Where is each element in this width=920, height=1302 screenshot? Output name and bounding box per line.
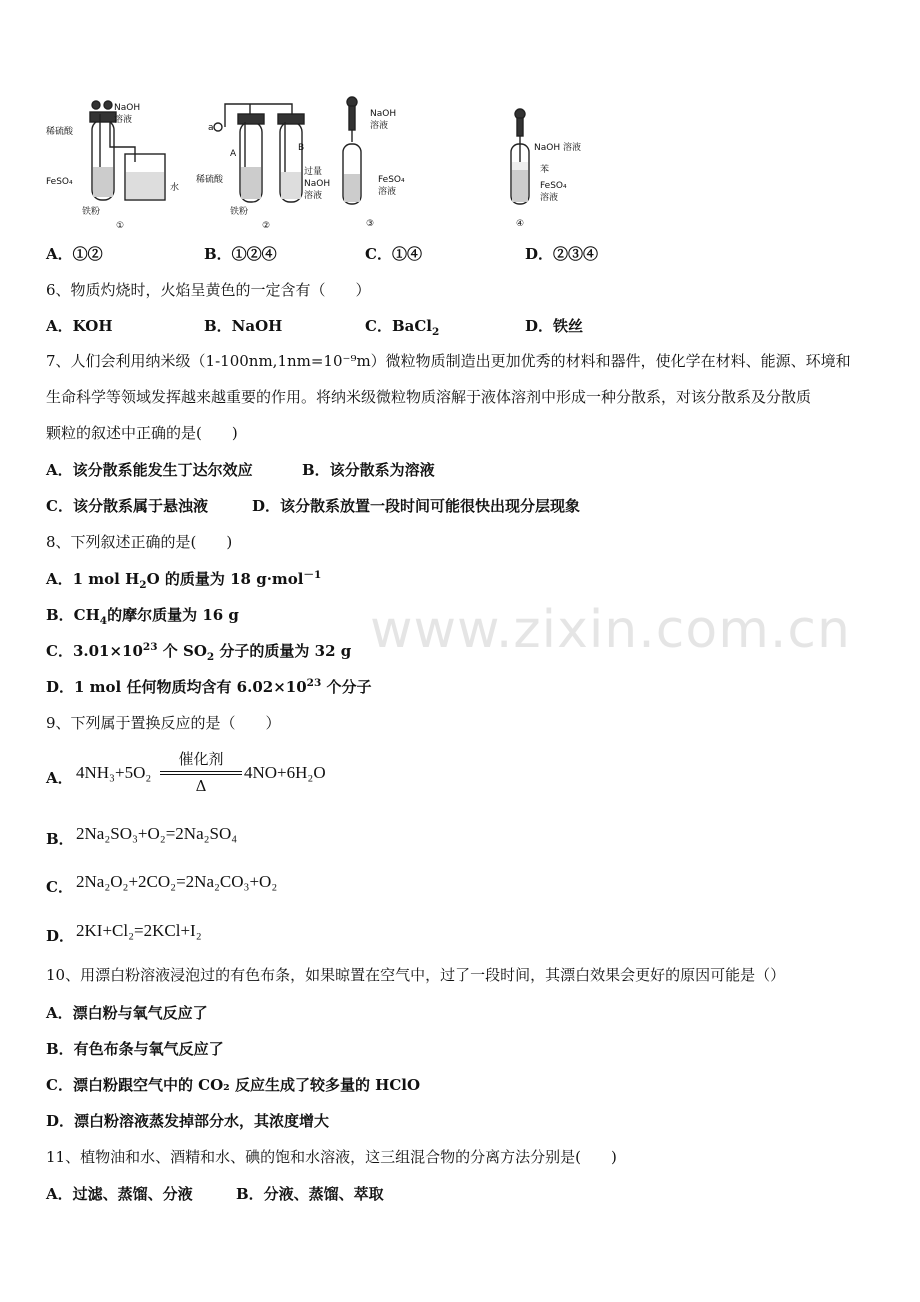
svg-text:B: B — [298, 143, 305, 153]
q5-option-d[interactable]: D．②③④ — [525, 245, 599, 263]
q6-stem: 6、物质灼烧时，火焰呈黄色的一定含有（ ） — [46, 281, 371, 299]
q11-option-a[interactable]: A．过滤、蒸馏、分液 — [46, 1185, 193, 1203]
svg-text:稀硫酸: 稀硫酸 — [46, 127, 74, 137]
svg-text:NaOH 溶液: NaOH 溶液 — [534, 143, 581, 153]
svg-text:苯: 苯 — [540, 165, 550, 175]
svg-text:溶液: 溶液 — [540, 193, 559, 203]
q8-c-pre: C．3.01×10 — [46, 642, 143, 660]
q8-c-sup: 23 — [142, 641, 158, 653]
q9-c-equation: 2Na₂O₂+2CO₂=2Na₂CO₃+O₂ — [76, 872, 278, 891]
q5-option-c[interactable]: C．①④ — [365, 245, 422, 263]
q7-option-d[interactable]: D．该分散系放置一段时间可能很快出现分层现象 — [252, 497, 581, 515]
svg-text:水: 水 — [170, 183, 180, 193]
q6-c-sub: 2 — [431, 326, 440, 338]
apparatus-figure — [40, 92, 600, 232]
q8-c-post: 分子的质量为 32 g — [214, 642, 352, 660]
q7-stem-line2: 生命科学等领域发挥越来越重要的作用。将纳米级微粒物质溶解于液体溶剂中形成一种分散系，对该分散系及分散质 — [46, 388, 812, 406]
q9-a-heat: Δ — [195, 777, 207, 795]
q9-stem: 9、下列属于置换反应的是（ ） — [46, 714, 281, 732]
svg-text:FeSO₄: FeSO₄ — [540, 181, 567, 191]
q6-option-b[interactable]: B．NaOH — [204, 317, 283, 335]
q9-b-equation: 2Na₂SO₃+O₂=2Na₂SO₄ — [76, 824, 238, 843]
svg-text:A: A — [230, 149, 237, 159]
svg-text:④: ④ — [516, 219, 525, 229]
q9-a-reactants: 4NH₃+5O₂ — [76, 763, 152, 782]
q10-option-d[interactable]: D．漂白粉溶液蒸发掉部分水，其浓度增大 — [46, 1112, 330, 1130]
svg-text:过量: 过量 — [304, 167, 323, 177]
q10-option-a[interactable]: A．漂白粉与氧气反应了 — [46, 1004, 208, 1022]
q8-option-a[interactable] — [46, 567, 321, 591]
q5-option-b[interactable]: B．①②④ — [204, 245, 277, 263]
q7-option-c[interactable]: C．该分散系属于悬浊液 — [46, 497, 208, 515]
q9-a-equals-line1 — [160, 771, 242, 772]
q7-stem-line3: 颗粒的叙述中正确的是( ) — [46, 424, 238, 442]
q9-option-c-label[interactable]: C． — [46, 878, 73, 896]
q6-option-c[interactable] — [365, 315, 439, 338]
svg-text:铁粉: 铁粉 — [82, 207, 101, 217]
svg-text:溶液: 溶液 — [114, 115, 133, 125]
svg-text:NaOH: NaOH — [370, 109, 397, 119]
svg-text:铁粉: 铁粉 — [230, 207, 249, 217]
q8-d-sup: 23 — [306, 677, 322, 689]
q8-d-pre: D．1 mol 任何物质均含有 6.02×10 — [46, 678, 307, 696]
q10-option-c[interactable]: C．漂白粉跟空气中的 CO₂ 反应生成了较多量的 HClO — [46, 1076, 421, 1094]
q11-option-b[interactable]: B．分液、蒸馏、萃取 — [236, 1185, 384, 1203]
q10-option-b[interactable]: B．有色布条与氧气反应了 — [46, 1040, 224, 1058]
svg-text:a: a — [208, 123, 214, 133]
q6-option-a[interactable]: A．KOH — [46, 317, 113, 335]
q8-a-pre: A．1 mol H — [46, 570, 140, 588]
q6-c-text: C．BaCl — [365, 317, 432, 335]
q10-stem: 10、用漂白粉溶液浸泡过的有色布条，如果晾置在空气中，过了一段时间，其漂白效果会更好的原因可能是（） — [46, 966, 786, 984]
q8-d-post: 个分子 — [321, 678, 372, 696]
svg-text:NaOH: NaOH — [304, 179, 331, 189]
q8-a-sub: 2 — [139, 579, 147, 591]
svg-text:③: ③ — [366, 219, 375, 229]
q8-b-pre: B．CH — [46, 606, 100, 624]
svg-text:溶液: 溶液 — [378, 187, 397, 197]
q9-a-products: 4NO+6H₂O — [244, 763, 326, 782]
q11-stem: 11、植物油和水、酒精和水、碘的饱和水溶液，这三组混合物的分离方法分别是( ) — [46, 1148, 617, 1166]
q7-option-a[interactable]: A．该分散系能发生丁达尔效应 — [46, 461, 253, 479]
q7-option-b[interactable]: B．该分散系为溶液 — [302, 461, 435, 479]
q8-c-mid: 个 SO — [157, 642, 207, 660]
q5-option-a[interactable]: A．①② — [46, 245, 103, 263]
q9-a-catalyst: 催化剂 — [178, 750, 224, 768]
q8-b-post: 的摩尔质量为 16 g — [107, 606, 239, 624]
svg-text:FeSO₄: FeSO₄ — [46, 177, 73, 187]
q8-option-b[interactable] — [46, 604, 239, 627]
svg-text:溶液: 溶液 — [304, 191, 323, 201]
svg-text:②: ② — [262, 221, 271, 231]
q9-a-equals-line2 — [160, 774, 242, 775]
q7-stem-line1: 7、人们会利用纳米级（1-100nm,1nm=10⁻⁹m）微粒物质制造出更加优秀的材料和器件，使化学在材料、能源、环境和 — [46, 352, 851, 370]
q9-d-equation: 2KI+Cl₂=2KCl+I₂ — [76, 921, 202, 940]
q8-a-sup: －1 — [303, 569, 322, 581]
svg-text:①: ① — [116, 221, 125, 231]
svg-text:溶液: 溶液 — [370, 121, 389, 131]
q8-b-sub: 4 — [99, 615, 108, 627]
watermark: www.zixin.com.cn — [370, 600, 851, 660]
q8-option-d[interactable] — [46, 676, 372, 697]
svg-text:NaOH: NaOH — [114, 103, 141, 113]
q6-option-d[interactable]: D．铁丝 — [525, 317, 584, 335]
svg-text:FeSO₄: FeSO₄ — [378, 175, 405, 185]
q8-a-post: O 的质量为 18 g·mol — [146, 570, 304, 588]
q8-option-c[interactable] — [46, 640, 351, 663]
q9-option-b-label[interactable]: B． — [46, 830, 74, 848]
q8-c-sub: 2 — [206, 651, 215, 663]
q8-stem: 8、下列叙述正确的是( ) — [46, 533, 233, 551]
q9-option-d-label[interactable]: D． — [46, 927, 75, 945]
q9-option-a-label[interactable]: A． — [46, 769, 73, 787]
svg-text:稀硫酸: 稀硫酸 — [196, 175, 224, 185]
q9-a-condition — [160, 748, 242, 795]
